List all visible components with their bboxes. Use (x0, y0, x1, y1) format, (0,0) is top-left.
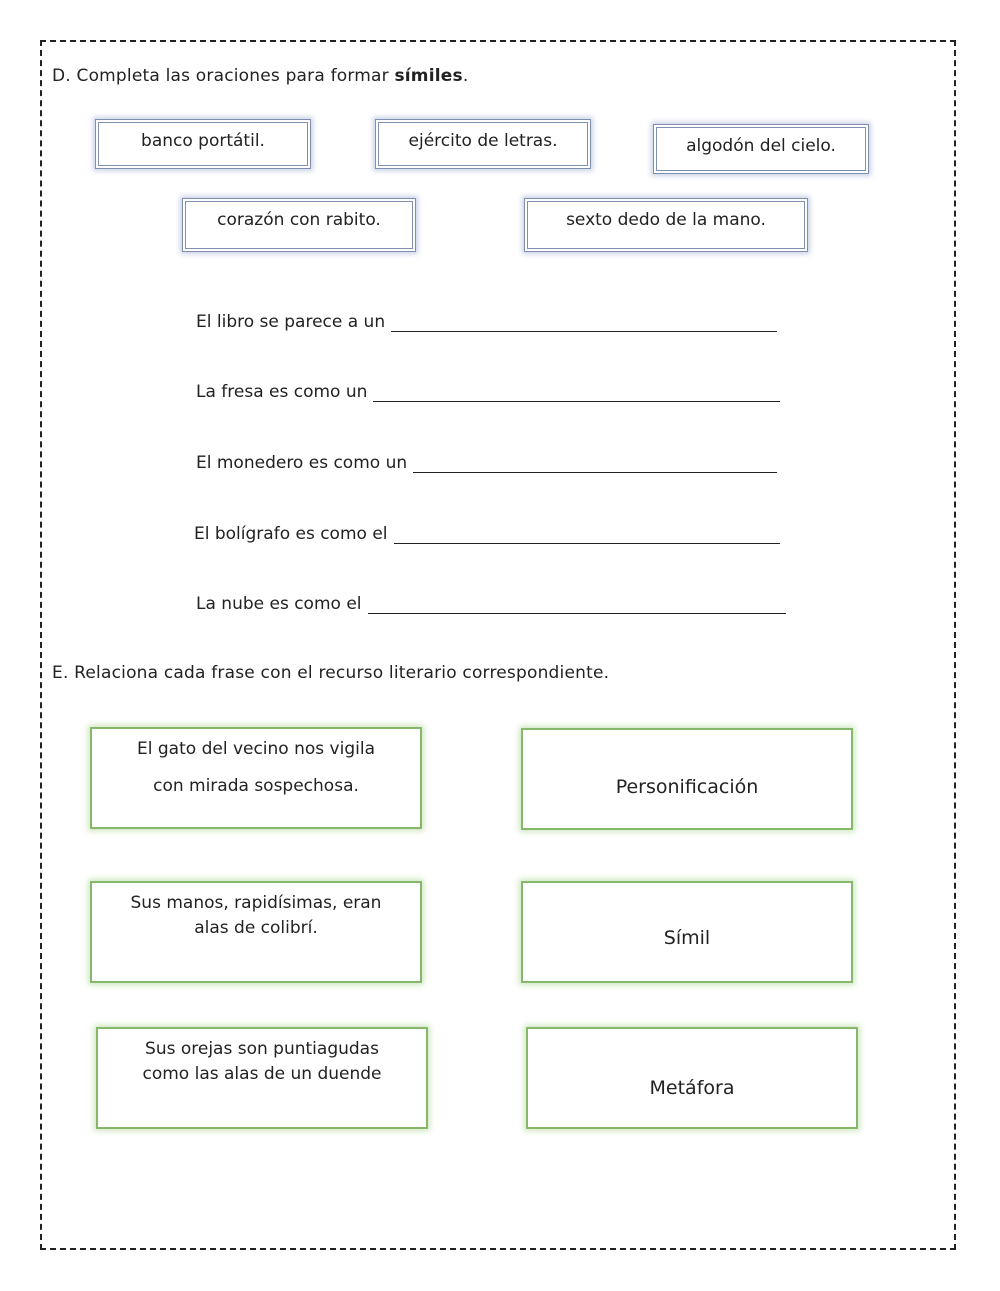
sentence-text: El monedero es como un (196, 453, 408, 473)
term-card-label: Personificación (615, 776, 759, 798)
phrase-line: como las alas de un duende (142, 1064, 382, 1084)
section-d-prefix: D. Completa las oraciones para formar (52, 66, 395, 86)
section-d-title (52, 66, 468, 86)
sentence-text: La nube es como el (196, 594, 362, 614)
word-bank-item[interactable] (524, 198, 808, 252)
phrase-card[interactable] (96, 1027, 428, 1129)
phrase-line: alas de colibrí. (194, 918, 318, 938)
section-e-title: E. Relaciona cada frase con el recurso literario correspondiente. (52, 663, 610, 683)
word-bank-label: corazón con rabito. (217, 210, 381, 230)
word-bank-label: ejército de letras. (408, 131, 558, 151)
word-bank-label: algodón del cielo. (686, 136, 836, 156)
phrase-card-text (98, 1029, 426, 1087)
answer-blank[interactable] (413, 456, 777, 473)
word-bank-item[interactable] (375, 119, 591, 169)
term-card[interactable] (526, 1027, 858, 1129)
word-bank-label: sexto dedo de la mano. (566, 210, 766, 230)
sentence-row (196, 312, 777, 332)
word-bank-item[interactable] (95, 119, 311, 169)
word-bank-label: banco portátil. (141, 131, 265, 151)
phrase-line: Sus orejas son puntiagudas (145, 1039, 379, 1059)
sentence-row (196, 453, 777, 473)
sentence-text: El libro se parece a un (196, 312, 386, 332)
phrase-card-text (92, 883, 420, 941)
phrase-line: con mirada sospechosa. (153, 776, 359, 796)
answer-blank[interactable] (368, 597, 786, 614)
answer-blank[interactable] (394, 527, 780, 544)
term-card-label: Símil (663, 927, 711, 949)
phrase-line: Sus manos, rapidísimas, eran (130, 893, 382, 913)
term-card[interactable] (521, 881, 853, 983)
phrase-card-text (92, 729, 420, 799)
sentence-row (196, 594, 786, 614)
sentence-text: La fresa es como un (196, 382, 368, 402)
sentence-row (196, 382, 780, 402)
phrase-card[interactable] (90, 727, 422, 829)
word-bank-item[interactable] (182, 198, 416, 252)
term-card-label: Metáfora (649, 1077, 735, 1099)
answer-blank[interactable] (373, 385, 780, 402)
sentence-text: El bolígrafo es como el (194, 524, 388, 544)
term-card[interactable] (521, 728, 853, 830)
sentence-row (194, 524, 780, 544)
word-bank-item[interactable] (653, 124, 869, 174)
phrase-line: El gato del vecino nos vigila (137, 739, 375, 759)
section-d-bold-word: símiles (394, 66, 463, 86)
phrase-card[interactable] (90, 881, 422, 983)
section-d-suffix: . (462, 66, 469, 86)
answer-blank[interactable] (391, 315, 777, 332)
